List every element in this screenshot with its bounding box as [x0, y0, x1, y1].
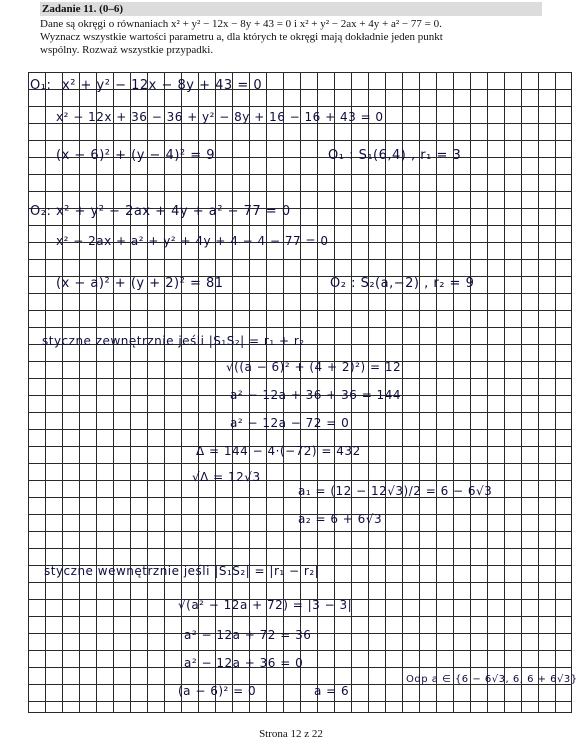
external-sqrt-equation: √((a − 6)² + (4 + 2)²) = 12: [226, 360, 402, 374]
external-sqrt-delta: √Δ = 12√3: [192, 470, 261, 484]
external-a2: a₂ = 6 + 6√3: [298, 512, 383, 526]
o1-center-radius: O₁ : S₁(6,4) , r₁ = 3: [328, 148, 462, 163]
o2-expansion: x² − 2ax + a² + y² + 4y + 4 − 4 − 77 = 0: [56, 234, 329, 248]
page-number: Strona 12 z 22: [259, 728, 323, 740]
external-delta: Δ = 144 − 4·(−72) = 432: [196, 444, 361, 458]
final-answer: Odp a ∈ {6 − 6√3, 6, 6 + 6√3}: [406, 674, 578, 685]
task-line-2: Wyznacz wszystkie wartości parametru a, dla których te okręgi mają dokładnie jeden punkt: [40, 31, 443, 43]
task-statement: [40, 18, 540, 57]
o2-equation: O₂: x² + y² − 2ax + 4y + a² − 77 = 0: [30, 204, 291, 219]
internal-solution: a = 6: [314, 684, 350, 698]
internal-tangency-condition: styczne wewnętrznie jeśli |S₁S₂| = |r₁ − r₂|: [44, 564, 320, 578]
o1-label: O₁:: [30, 78, 52, 93]
internal-sqrt-equation: √(a² − 12a + 72) = |3 − 3|: [178, 598, 353, 612]
external-tangency-condition: styczne zewnętrznie jeśli |S₁S₂| = r₁ + r₂: [42, 334, 305, 348]
internal-squared: a² − 12a + 72 = 36: [184, 628, 312, 642]
internal-factored: (a − 6)² = 0: [178, 684, 257, 698]
o1-expansion: x² − 12x + 36 − 36 + y² − 8y + 16 − 16 + 43 = 0: [56, 110, 384, 124]
task-line-3: wspólny. Rozważ wszystkie przypadki.: [40, 44, 214, 56]
o2-canonical: (x − a)² + (y + 2)² = 81: [56, 276, 224, 291]
o1-equation: x² + y² − 12x − 8y + 43 = 0: [62, 78, 263, 93]
o2-center-radius: O₂ : S₂(a,−2) , r₂ = 9: [330, 276, 475, 291]
internal-quadratic: a² − 12a + 36 = 0: [184, 656, 304, 670]
external-squared: a² − 12a + 36 + 36 = 144: [230, 388, 401, 402]
task-line-1: Dane są okręgi o równaniach x² + y² − 12x − 8y + 43 = 0 i x² + y² − 2ax + 4y + a² − 77 = 0.: [40, 18, 442, 30]
task-title: Zadanie 11. (0–6): [40, 2, 542, 16]
external-quadratic: a² − 12a − 72 = 0: [230, 416, 350, 430]
external-a1: a₁ = (12 − 12√3)/2 = 6 − 6√3: [298, 484, 493, 498]
answer-grid: [28, 72, 572, 713]
o1-canonical: (x − 6)² + (y − 4)² = 9: [56, 148, 216, 163]
